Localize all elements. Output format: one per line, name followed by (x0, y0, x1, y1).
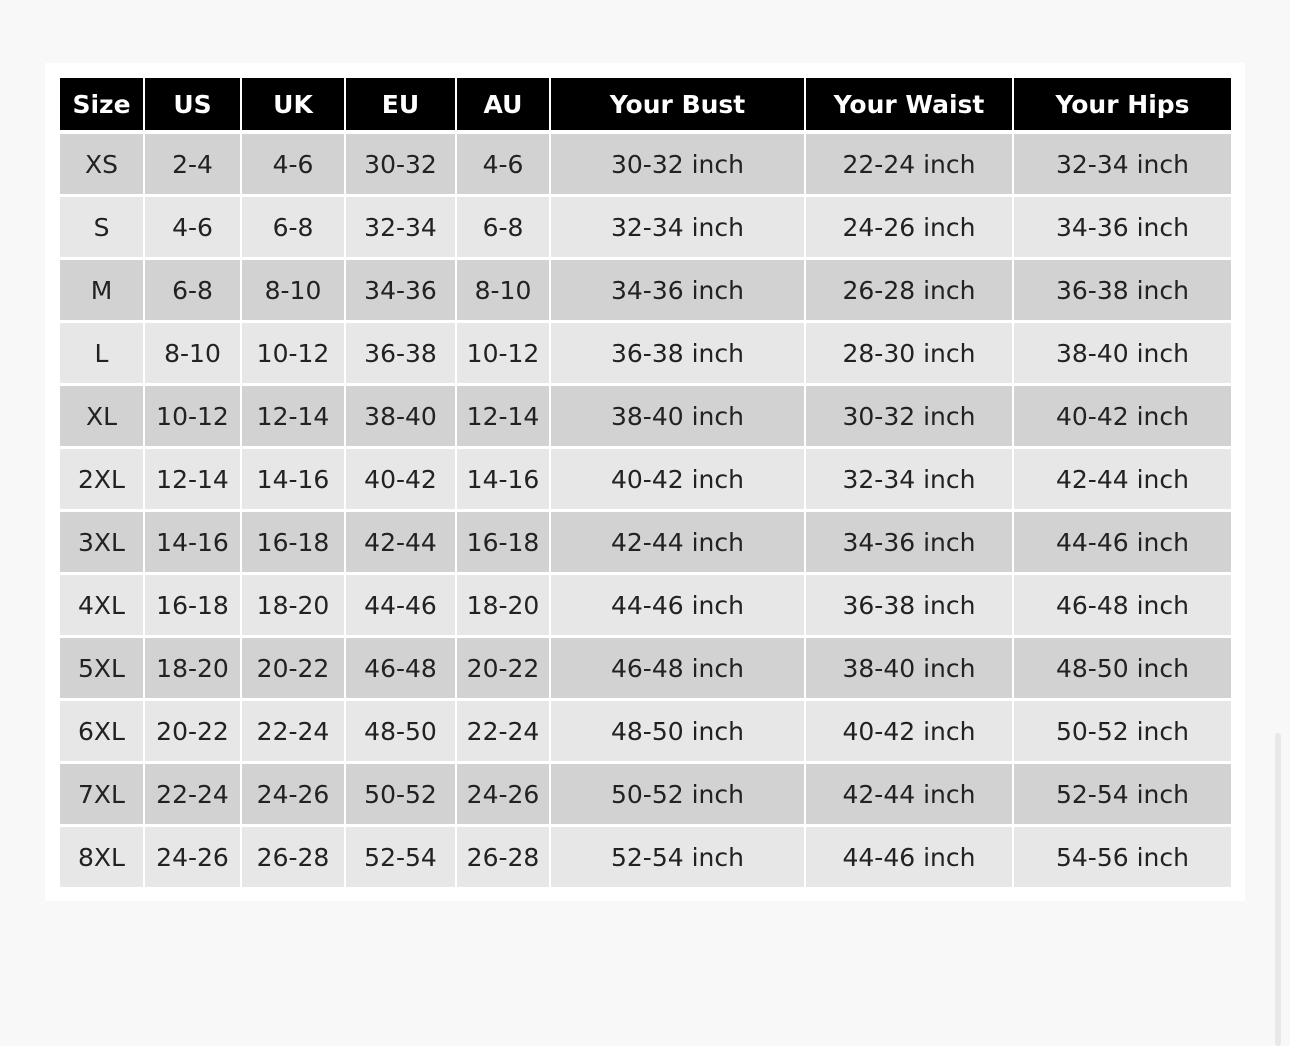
cell-eu: 50-52 (346, 764, 457, 827)
cell-size: L (60, 323, 145, 386)
cell-size: S (60, 197, 145, 260)
cell-hips: 36-38 inch (1014, 260, 1231, 323)
cell-bust: 30-32 inch (551, 134, 806, 197)
cell-us: 20-22 (145, 701, 242, 764)
cell-us: 8-10 (145, 323, 242, 386)
cell-au: 14-16 (457, 449, 551, 512)
cell-us: 4-6 (145, 197, 242, 260)
size-chart-table (60, 78, 1231, 887)
header-eu: EU (346, 78, 457, 134)
cell-au: 20-22 (457, 638, 551, 701)
cell-hips: 40-42 inch (1014, 386, 1231, 449)
cell-uk: 10-12 (242, 323, 346, 386)
cell-bust: 34-36 inch (551, 260, 806, 323)
cell-au: 6-8 (457, 197, 551, 260)
header-row (60, 78, 1231, 134)
cell-waist: 40-42 inch (806, 701, 1014, 764)
cell-waist: 32-34 inch (806, 449, 1014, 512)
cell-uk: 18-20 (242, 575, 346, 638)
cell-waist: 24-26 inch (806, 197, 1014, 260)
cell-eu: 40-42 (346, 449, 457, 512)
cell-au: 22-24 (457, 701, 551, 764)
cell-eu: 44-46 (346, 575, 457, 638)
cell-bust: 48-50 inch (551, 701, 806, 764)
cell-us: 6-8 (145, 260, 242, 323)
cell-au: 26-28 (457, 827, 551, 887)
header-hips: Your Hips (1014, 78, 1231, 134)
cell-size: 5XL (60, 638, 145, 701)
cell-au: 4-6 (457, 134, 551, 197)
cell-uk: 20-22 (242, 638, 346, 701)
cell-hips: 52-54 inch (1014, 764, 1231, 827)
table-row (60, 386, 1231, 449)
cell-hips: 48-50 inch (1014, 638, 1231, 701)
cell-eu: 46-48 (346, 638, 457, 701)
cell-uk: 6-8 (242, 197, 346, 260)
cell-waist: 22-24 inch (806, 134, 1014, 197)
cell-hips: 46-48 inch (1014, 575, 1231, 638)
cell-eu: 34-36 (346, 260, 457, 323)
cell-hips: 50-52 inch (1014, 701, 1231, 764)
header-au: AU (457, 78, 551, 134)
cell-bust: 46-48 inch (551, 638, 806, 701)
cell-uk: 24-26 (242, 764, 346, 827)
cell-waist: 36-38 inch (806, 575, 1014, 638)
cell-uk: 22-24 (242, 701, 346, 764)
cell-bust: 42-44 inch (551, 512, 806, 575)
cell-bust: 52-54 inch (551, 827, 806, 887)
cell-hips: 42-44 inch (1014, 449, 1231, 512)
cell-size: 3XL (60, 512, 145, 575)
size-chart-image (45, 63, 1245, 901)
cell-au: 16-18 (457, 512, 551, 575)
cell-hips: 34-36 inch (1014, 197, 1231, 260)
table-row (60, 449, 1231, 512)
cell-uk: 14-16 (242, 449, 346, 512)
cell-bust: 36-38 inch (551, 323, 806, 386)
cell-us: 2-4 (145, 134, 242, 197)
cell-bust: 40-42 inch (551, 449, 806, 512)
cell-us: 18-20 (145, 638, 242, 701)
cell-au: 12-14 (457, 386, 551, 449)
table-row (60, 827, 1231, 887)
table-row (60, 323, 1231, 386)
cell-size: XL (60, 386, 145, 449)
cell-us: 14-16 (145, 512, 242, 575)
header-uk: UK (242, 78, 346, 134)
cell-us: 24-26 (145, 827, 242, 887)
cell-au: 8-10 (457, 260, 551, 323)
cell-size: 7XL (60, 764, 145, 827)
cell-waist: 34-36 inch (806, 512, 1014, 575)
cell-us: 10-12 (145, 386, 242, 449)
cell-eu: 48-50 (346, 701, 457, 764)
cell-size: 4XL (60, 575, 145, 638)
cell-waist: 38-40 inch (806, 638, 1014, 701)
cell-eu: 38-40 (346, 386, 457, 449)
header-bust: Your Bust (551, 78, 806, 134)
cell-waist: 26-28 inch (806, 260, 1014, 323)
table-body (60, 134, 1231, 887)
cell-size: XS (60, 134, 145, 197)
cell-uk: 12-14 (242, 386, 346, 449)
cell-us: 16-18 (145, 575, 242, 638)
cell-uk: 26-28 (242, 827, 346, 887)
cell-waist: 28-30 inch (806, 323, 1014, 386)
cell-hips: 54-56 inch (1014, 827, 1231, 887)
cell-us: 22-24 (145, 764, 242, 827)
cell-bust: 50-52 inch (551, 764, 806, 827)
cell-bust: 38-40 inch (551, 386, 806, 449)
cell-eu: 32-34 (346, 197, 457, 260)
cell-hips: 38-40 inch (1014, 323, 1231, 386)
cell-size: M (60, 260, 145, 323)
table-row (60, 764, 1231, 827)
cell-hips: 44-46 inch (1014, 512, 1231, 575)
cell-uk: 4-6 (242, 134, 346, 197)
cell-eu: 52-54 (346, 827, 457, 887)
cell-au: 10-12 (457, 323, 551, 386)
cell-size: 8XL (60, 827, 145, 887)
cell-waist: 42-44 inch (806, 764, 1014, 827)
cell-eu: 36-38 (346, 323, 457, 386)
cell-uk: 8-10 (242, 260, 346, 323)
cell-bust: 44-46 inch (551, 575, 806, 638)
table-row (60, 575, 1231, 638)
page-scrollbar[interactable] (1275, 733, 1281, 1046)
cell-waist: 30-32 inch (806, 386, 1014, 449)
table-row (60, 134, 1231, 197)
cell-hips: 32-34 inch (1014, 134, 1231, 197)
cell-bust: 32-34 inch (551, 197, 806, 260)
cell-size: 2XL (60, 449, 145, 512)
cell-au: 24-26 (457, 764, 551, 827)
cell-waist: 44-46 inch (806, 827, 1014, 887)
table-row (60, 512, 1231, 575)
cell-eu: 42-44 (346, 512, 457, 575)
table-row (60, 701, 1231, 764)
table-header (60, 78, 1231, 134)
cell-eu: 30-32 (346, 134, 457, 197)
table-row (60, 638, 1231, 701)
header-waist: Your Waist (806, 78, 1014, 134)
header-us: US (145, 78, 242, 134)
cell-size: 6XL (60, 701, 145, 764)
header-size: Size (60, 78, 145, 134)
cell-uk: 16-18 (242, 512, 346, 575)
cell-us: 12-14 (145, 449, 242, 512)
table-row (60, 260, 1231, 323)
cell-au: 18-20 (457, 575, 551, 638)
table-row (60, 197, 1231, 260)
